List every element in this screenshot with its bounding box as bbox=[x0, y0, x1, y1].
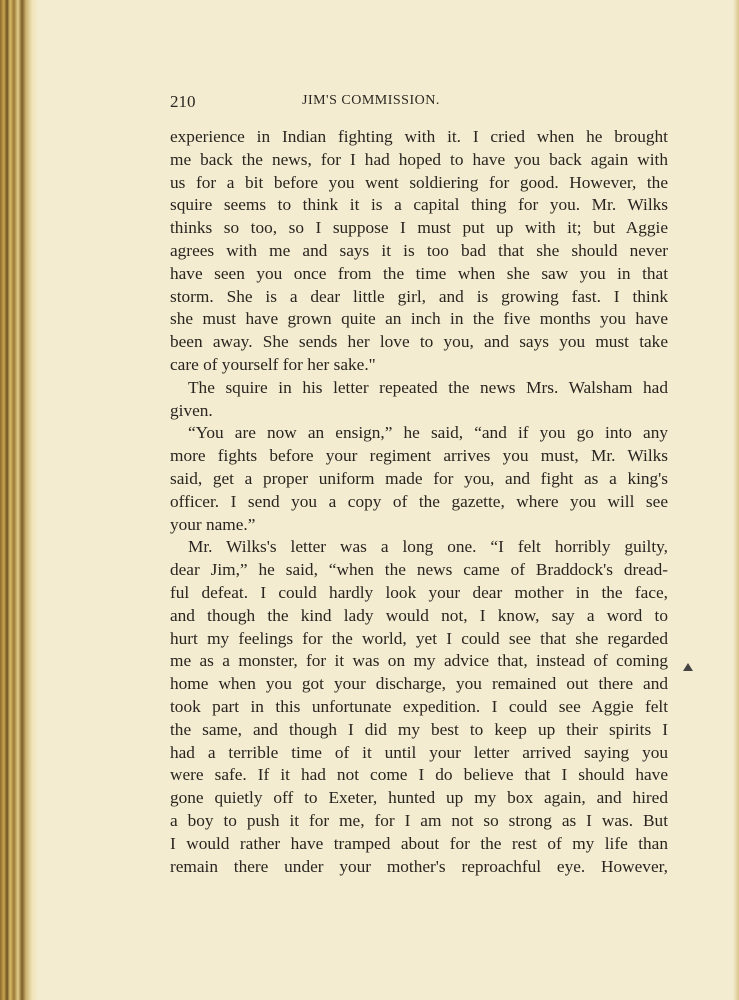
text-line: storm. She is a dear little girl, and is growing fast. I think bbox=[170, 286, 668, 306]
text-line: had a terrible time of it until your letter arrived saying you bbox=[170, 742, 668, 762]
text-line: hurt my feelings for the world, yet I could see that she regarded bbox=[170, 628, 668, 648]
text-line: care of yourself for her sake." bbox=[170, 354, 376, 374]
text-line: home when you got your discharge, you remained out there and bbox=[170, 674, 668, 694]
text-line: The squire in his letter repeated the news Mrs. Walsham had bbox=[188, 377, 668, 397]
running-title: JIM'S COMMISSION. bbox=[302, 93, 440, 108]
book-binding-edge bbox=[0, 0, 38, 1000]
text-line: more fights before your regiment arrives you must, Mr. Wilks bbox=[170, 446, 668, 466]
text-line: were safe. If it had not come I do believe that I should have bbox=[170, 765, 668, 785]
text-line: me as a monster, for it was on my advice that, instead of coming bbox=[170, 651, 668, 671]
text-line: and though the kind lady would not, I know, say a word to bbox=[170, 605, 668, 625]
text-line: dear Jim,” he said, “when the news came of Braddock's dread- bbox=[170, 560, 668, 580]
page-body-text bbox=[170, 126, 668, 878]
text-line: me back the news, for I had hoped to have you back again with bbox=[170, 149, 668, 169]
text-line: said, get a proper uniform made for you, and fight as a king's bbox=[170, 468, 668, 488]
text-line: a boy to push it for me, for I am not so strong as I was. But bbox=[170, 810, 668, 830]
text-line: been away. She sends her love to you, and says you must take bbox=[170, 332, 668, 352]
text-line: officer. I send you a copy of the gazette, where you will see bbox=[170, 491, 668, 511]
text-line: your name.” bbox=[170, 514, 256, 534]
text-line: remain there under your mother's reproachful eye. However, bbox=[170, 856, 668, 876]
margin-mark bbox=[683, 663, 693, 671]
text-line: she must have grown quite an inch in the five months you have bbox=[170, 309, 668, 329]
text-line: experience in Indian fighting with it. I cried when he brought bbox=[170, 127, 668, 146]
text-line: thinks so too, so I suppose I must put up with it; but Aggie bbox=[170, 218, 668, 238]
text-line: agrees with me and says it is too bad that she should never bbox=[170, 240, 668, 260]
text-line: us for a bit before you went soldiering for good. However, the bbox=[170, 172, 668, 192]
text-line: “You are now an ensign,” he said, “and if you go into any bbox=[188, 423, 668, 443]
text-line: Mr. Wilks's letter was a long one. “I felt horribly guilty, bbox=[188, 537, 668, 557]
page-number: 210 bbox=[170, 92, 196, 111]
text-line: the same, and though I did my best to keep up their spirits I bbox=[170, 719, 668, 739]
text-line: ful defeat. I could hardly look your dear mother in the face, bbox=[170, 582, 668, 602]
text-line: given. bbox=[170, 400, 213, 420]
text-line: took part in this unfortunate expedition. I could see Aggie felt bbox=[170, 696, 668, 716]
text-line: gone quietly off to Exeter, hunted up my box again, and hired bbox=[170, 788, 668, 808]
text-line: squire seems to think it is a capital thing for you. Mr. Wilks bbox=[170, 195, 668, 215]
text-line: have seen you once from the time when she saw you in that bbox=[170, 263, 668, 283]
running-header bbox=[170, 92, 668, 114]
text-line: I would rather have tramped about for the rest of my life than bbox=[170, 833, 668, 853]
page-edge bbox=[733, 0, 739, 1000]
